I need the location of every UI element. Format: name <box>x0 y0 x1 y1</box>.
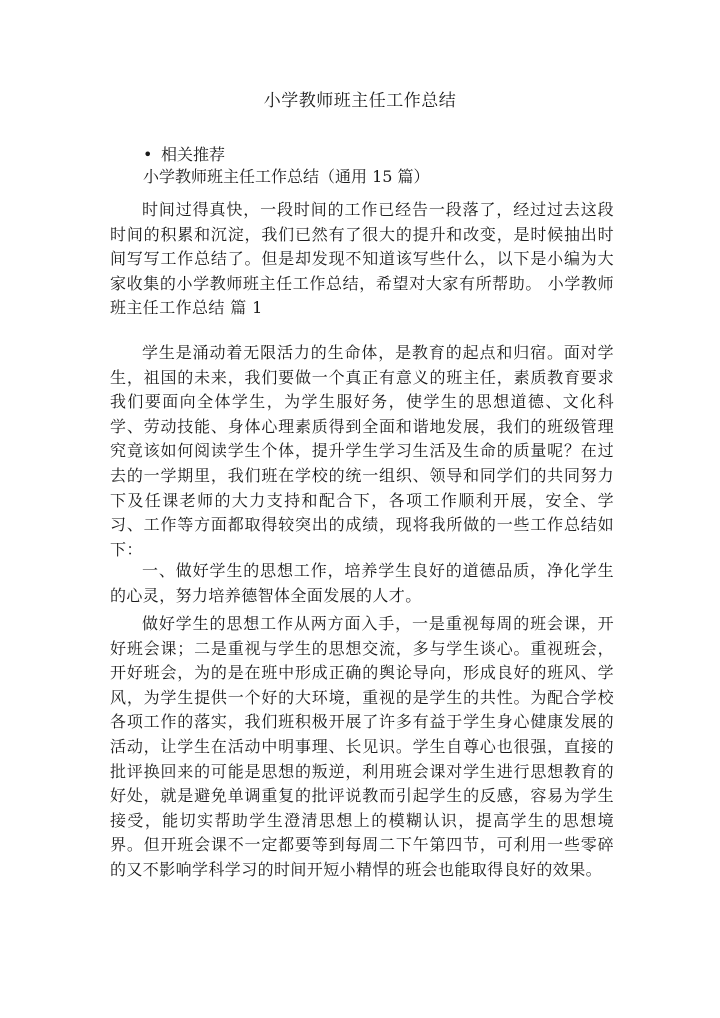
page-title: 小学教师班主任工作总结 <box>263 91 457 111</box>
related-recommendation <box>143 144 225 166</box>
section-heading-one: 一、做好学生的思想工作，培养学生良好的道德品质，净化学生的心灵，努力培养德智体全面发展的人才。 <box>110 561 614 605</box>
paragraph-class-meeting: 做好学生的思想工作从两方面入手，一是重视每周的班会课，开好班会课；二是重视与学生的思想交流，多与学生谈心。重视班会，开好班会，为的是在班中形成正确的舆论导向，形成良好的班风、学风，为学生提供一个好的大环境，重视的是学生的共性。为配合学校各项工作的落实，我们班积极开展了许多有益于学生身心健康发展的活动，让学生在活动中明事理、长见识。学生自尊心也很强，直接的批评换回来的可能是思想的叛逆，利用班会课对学生进行思想教育的好处，就是避免单调重复的批评说教而引起学生的反感，容易为学生接受，能切实帮助学生澄清思想上的模糊认识，提高学生的思想境界。但开班会课不一定都要等到每周二下午第四节，可利用一些零碎的又不影响学科学习的时间开短小精悍的班会也能取得良好的效果。 <box>110 614 614 879</box>
paragraph-intro: 时间过得真快，一段时间的工作已经告一段落了，经过过去这段时间的积累和沉淀，我们已然有了很大的提升和改变，是时候抽出时间写写工作总结了。但是却发现不知道该写些什么，以下是小编为大家收集的小学教师班主任工作总结，希望对大家有所帮助。 小学教师班主任工作总结 篇 1 <box>110 200 614 318</box>
related-recommendation-label: 相关推荐 <box>161 145 226 164</box>
document-subtitle: 小学教师班主任工作总结（通用 15 篇） <box>143 167 430 186</box>
bullet-icon: • <box>143 145 153 164</box>
paragraph-students: 学生是涌动着无限活力的生命体，是教育的起点和归宿。面对学生，祖国的未来，我们要做一个真正有意义的班主任，素质教育要求我们要面向全体学生，为学生服好务，使学生的思想道德、文化科学、劳动技能、身体心理素质得到全面和谐地发展，我们的班级管理究竟该如何阅读学生个体，提升学生学习生活及生命的质量呢？在过去的一学期里，我们班在学校的统一组织、领导和同学们的共同努力下及任课老师的大力支持和配合下，各项工作顺利开展，安全、学习、工作等方面都取得较突出的成绩，现将我所做的一些工作总结如下： <box>110 343 614 559</box>
